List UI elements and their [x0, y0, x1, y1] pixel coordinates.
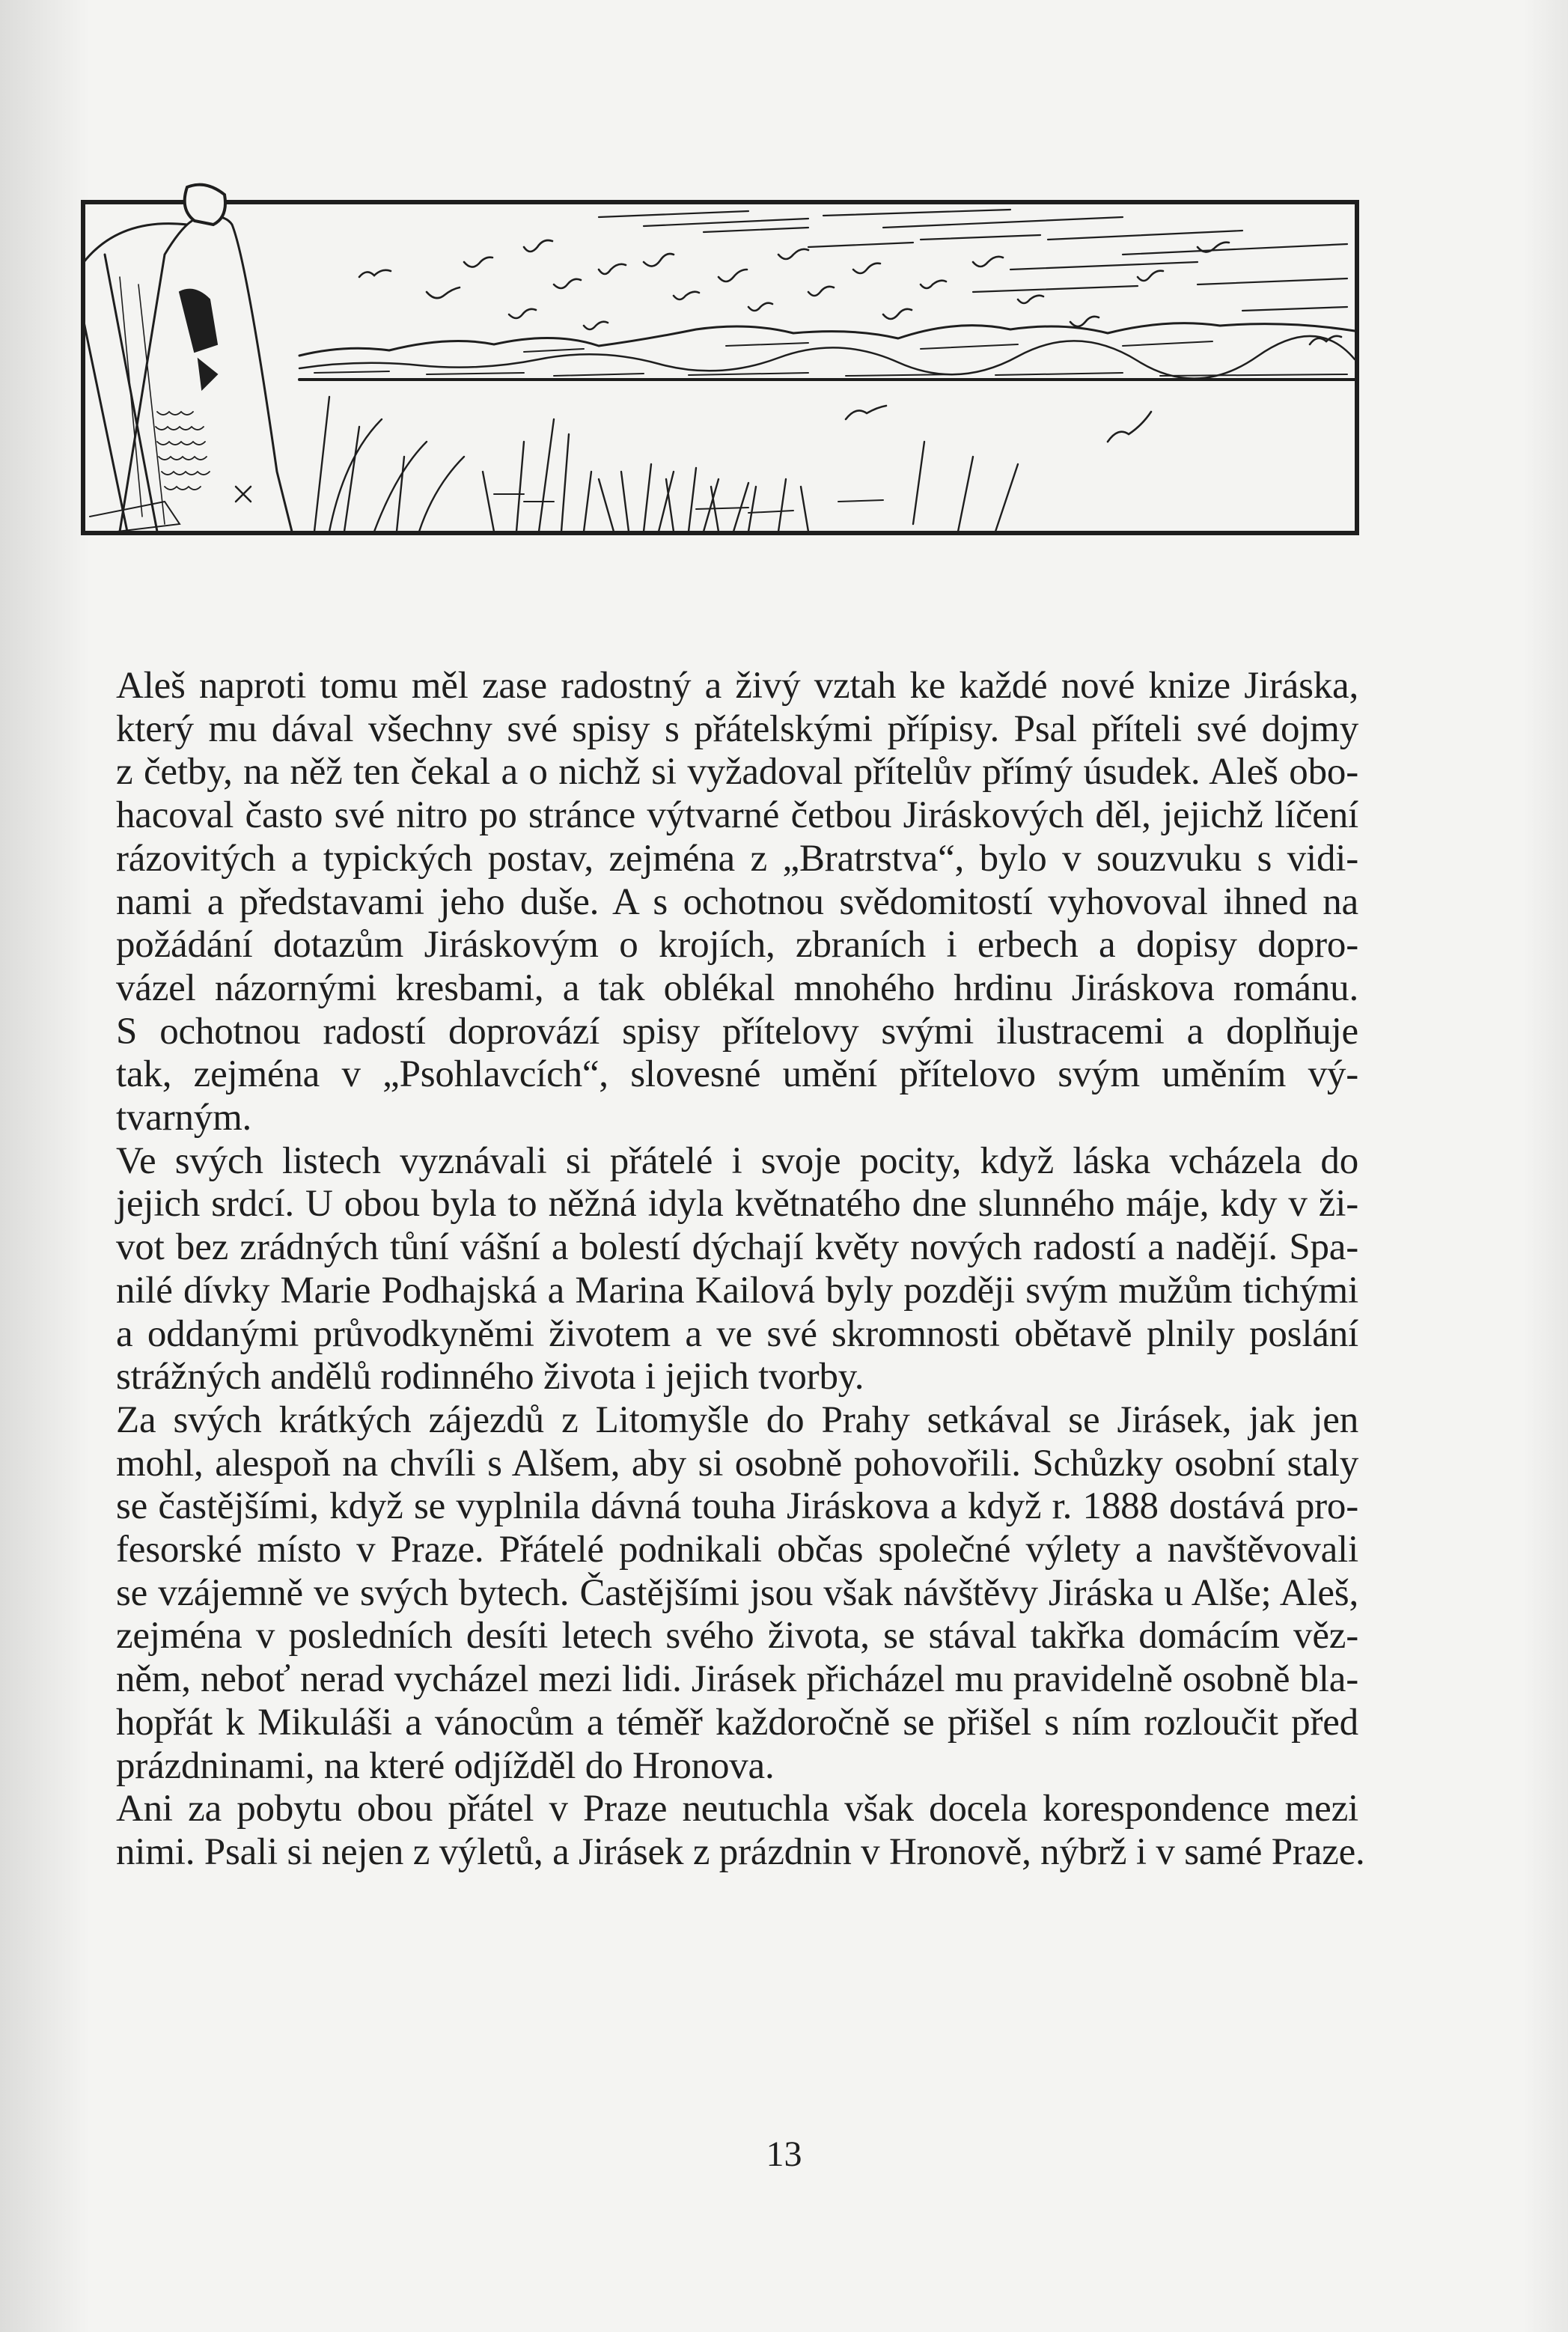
- text-line: Aleš naproti tomu měl zase radostný a živý vztah ke každé nové knize Jiráska,: [116, 665, 1358, 707]
- text-line: Za svých krátkých zájezdů z Litomyšle do Prahy setkával se Jirásek, jak jen: [116, 1398, 1358, 1441]
- paragraph: [85, 1140, 1358, 1399]
- text-line: tvarným.: [116, 1097, 252, 1139]
- sky-hatching: [599, 210, 1347, 311]
- text-line: rázovitých a typických postav, zejména z „Bratrstva“, bylo v souzvuku s vidi-: [116, 837, 1358, 880]
- text-line: který mu dával všechny své spisy s přátelskými přípisy. Psal příteli své dojmy: [116, 707, 1358, 750]
- paragraph: [85, 1399, 1358, 1788]
- text-line: nilé dívky Marie Podhajská a Marina Kailová byly později svým mužům tichými: [116, 1269, 1358, 1312]
- text-line: nimi. Psali si nejen z výletů, a Jirásek z prázdnin v Hronově, nýbrž i v samé Praze.: [116, 1830, 1365, 1873]
- reeds: [314, 397, 1018, 532]
- text-line: Ani za pobytu obou přátel v Praze neutuchla však docela korespondence mezi: [116, 1788, 1358, 1830]
- text-line: mohl, alespoň na chvíli s Alšem, aby si osobně pohovořili. Schůzky osobní staly: [116, 1442, 1358, 1485]
- text-line: nami a představami jeho duše. A s ochotnou svědomitostí vyhovoval ihned na: [116, 880, 1358, 923]
- text-line: prázdninami, na které odjížděl do Hronova.: [116, 1744, 775, 1787]
- text-line: Ve svých listech vyznávali si přátelé i svoje pocity, když láska vcházela do: [116, 1139, 1358, 1182]
- page-edge-shadow-right: [1523, 0, 1568, 2332]
- text-line: fesorské místo v Praze. Přátelé podnikali občas společné výlety a navštěvovali: [116, 1529, 1358, 1571]
- text-line: se vzájemně ve svých bytech. Častějšími jsou však návštěvy Jiráska u Alše; Aleš,: [116, 1571, 1358, 1614]
- header-illustration: [75, 172, 1370, 547]
- text-line: tak, zejména v „Psohlavcích“, slovesné umění přítelovo svým uměním vý-: [116, 1053, 1358, 1096]
- text-line: a oddanými průvodkyněmi životem a ve své skromnosti obětavě plnily poslání: [116, 1312, 1358, 1355]
- text-line: vot bez zrádných tůní vášní a bolestí dýchají květy nových radostí a nadějí. Spa-: [116, 1226, 1358, 1269]
- paragraph: [85, 1788, 1365, 1874]
- illustration-drawing: [75, 172, 1370, 547]
- text-line: jejich srdcí. U obou byla to něžná idyla květnatého dne slunného máje, kdy v ži-: [116, 1183, 1358, 1226]
- text-line: strážných andělů rodinného života i jejich tvorby.: [116, 1356, 864, 1398]
- text-line: z četby, na něž ten čekal a o nichž si vyžadoval přítelův přímý úsudek. Aleš obo-: [116, 751, 1358, 794]
- text-line: něm, neboť nerad vycházel mezi lidi. Jirásek přicházel mu pravidelně osobně bla-: [116, 1658, 1358, 1701]
- text-line: se častějšími, když se vyplnila dávná touha Jiráskova a když r. 1888 dostává pro-: [116, 1485, 1358, 1528]
- page-number: 13: [766, 2134, 802, 2174]
- text-line: S ochotnou radostí doprovází spisy přítelovy svými ilustracemi a doplňuje: [116, 1010, 1358, 1053]
- text-line: požádání dotazům Jiráskovým o krojích, zbraních i erbech a dopisy dopro-: [116, 924, 1358, 966]
- text-line: zejména v posledních desíti letech svého života, se stával takřka domácím věz-: [116, 1615, 1358, 1657]
- tombstone: [84, 185, 292, 533]
- body-text: [85, 665, 1365, 1875]
- paragraph: [85, 665, 1358, 1140]
- text-line: hopřát k Mikuláši a vánocům a téměř každoročně se přišel s ním rozloučit před: [116, 1701, 1358, 1744]
- distant-hills: [299, 323, 1355, 356]
- text-line: vázel názornými kresbami, a tak oblékal mnohého hrdinu Jiráskova románu.: [116, 966, 1358, 1009]
- text-line: hacoval často své nitro po stránce výtvarné četbou Jiráskových děl, jejichž líčení: [116, 794, 1358, 837]
